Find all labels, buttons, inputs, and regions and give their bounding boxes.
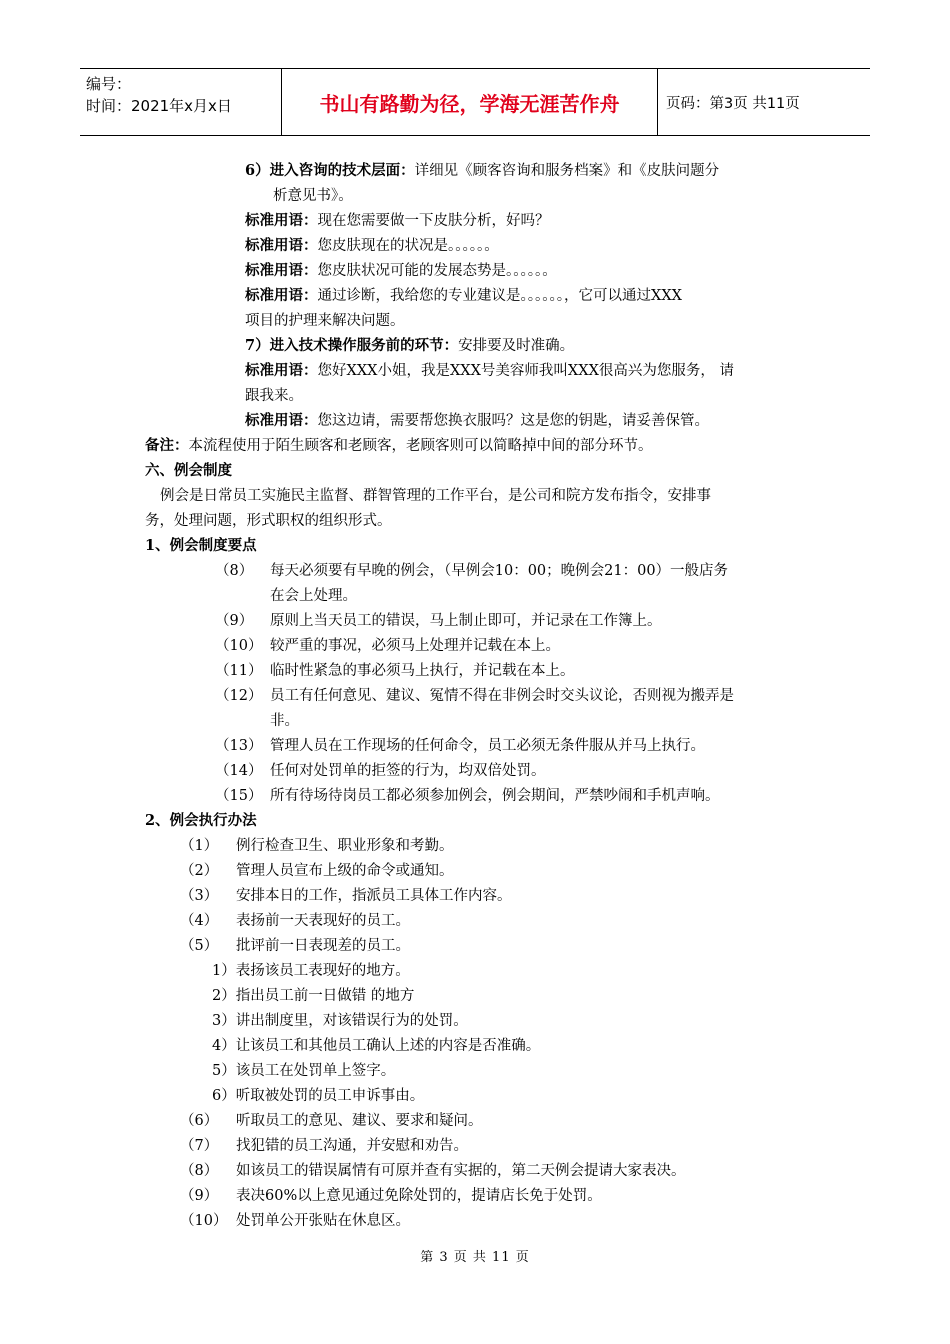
list-item-text: 较严重的事况，必须马上处理并记载在本上。 [270,638,560,654]
list-item-text: 临时性紧急的事必须马上执行，并记载在本上。 [270,663,575,679]
list-item [215,586,357,606]
list-item-text: 每天必须要有早晚的例会，（早例会10：00；晚例会21：00）一般店务 [270,563,729,579]
sub-list-item: 5）该员工在处罚单上签字。 [212,1063,396,1079]
list-item-text: 处罚单公开张贴在休息区。 [236,1213,410,1229]
list-item [180,936,410,956]
list-item [180,1161,686,1181]
list-item-number: （2） [180,863,219,879]
list-item [180,1186,602,1206]
list-item [215,786,720,806]
text-line: 跟我来。 [245,388,303,404]
list-item-number: （10） [180,1213,228,1229]
list-item-text: 任何对处罚单的拒签的行为，均双倍处罚。 [270,763,546,779]
list-item-text: 听取员工的意见、建议、要求和疑问。 [236,1113,483,1129]
list-item-text: 安排本日的工作，指派员工具体工作内容。 [236,888,512,904]
list-item-text: 原则上当天员工的错误，马上制止即可，并记录在工作簿上。 [270,613,662,629]
list-item-number: （4） [180,913,219,929]
header-motto: 书山有路勤为径，学海无涯苦作舟 [282,69,658,135]
text-line: 标准用语：现在您需要做一下皮肤分析，好吗？ [245,212,550,229]
list-item-number: （13） [215,738,263,754]
sub-list-item: 1）表扬该员工表现好的地方。 [212,963,410,979]
list-item [215,686,734,706]
list-item-number: （8） [215,563,254,579]
text-line: 标准用语：您皮肤现在的状况是。。。。。。 [245,237,499,254]
text-line: 标准用语：您好XXX小姐，我是XXX号美容师我叫XXX很高兴为您服务， 请 [245,362,735,379]
list-item [180,1211,410,1231]
list-item-text: 找犯错的员工沟通，并安慰和劝告。 [236,1138,468,1154]
header-page-info: 页码：第3页 共11页 [666,95,800,112]
list-item [215,761,546,781]
list-item-text: 员工有任何意见、建议、冤情不得在非例会时交头议论，否则视为搬弄是 [270,688,734,704]
list-item-number: （1） [180,838,219,854]
section-heading: 六、例会制度 [145,462,232,479]
list-item-number: （7） [180,1138,219,1154]
list-item-number: （9） [180,1188,219,1204]
page-header [80,68,870,136]
list-item-number: （5） [180,938,219,954]
list-item-number: （12） [215,688,263,704]
text-line: 7）进入技术操作服务前的环节：安排要及时准确。 [245,337,575,354]
text-line: 标准用语：通过诊断，我给您的专业建议是。。。。。。，它可以通过XXX [245,287,682,304]
text-line: 析意见书》。 [273,188,353,204]
list-item-number: （11） [215,663,263,679]
subsection-heading: 2、例会执行办法 [145,812,257,829]
text-line: 务，处理问题，形式职权的组织形式。 [145,513,392,529]
list-item [215,636,560,656]
list-item-text: 管理人员宣布上级的命令或通知。 [236,863,454,879]
list-item-number: （15） [215,788,263,804]
list-item [215,661,575,681]
page-footer: 第 3 页 共 11 页 [420,1250,530,1265]
text-line: 标准用语：您皮肤状况可能的发展态势是。。。。。。 [245,262,557,279]
list-item [215,711,299,731]
list-item [180,836,454,856]
list-item [180,886,512,906]
list-item-number: （10） [215,638,263,654]
list-item [180,1136,468,1156]
text-line: 项目的护理来解决问题。 [245,313,405,329]
list-item-number: （9） [215,613,254,629]
document-number-label: 编号： [86,75,132,93]
list-item-number: （6） [180,1113,219,1129]
sub-list-item: 4）让该员工和其他员工确认上述的内容是否准确。 [212,1038,541,1054]
list-item-text: 所有待场待岗员工都必须参加例会，例会期间，严禁吵闹和手机声响。 [270,788,720,804]
text-line: 例会是日常员工实施民主监督、群智管理的工作平台，是公司和院方发布指令，安排事 [160,488,711,504]
list-item-text: 批评前一日表现差的员工。 [236,938,410,954]
list-item-text: 管理人员在工作现场的任何命令，员工必须无条件服从并马上执行。 [270,738,705,754]
list-item-number: （14） [215,763,263,779]
sub-list-item: 2）指出员工前一日做错 的地方 [212,988,415,1004]
header-meta [80,69,282,135]
sub-list-item: 3）讲出制度里，对该错误行为的处罚。 [212,1013,468,1029]
list-item [180,1111,483,1131]
list-item-text: 如该员工的错误属情有可原并查有实据的，第二天例会提请大家表决。 [236,1163,686,1179]
list-item-number: （3） [180,888,219,904]
list-item [215,611,662,631]
list-item [215,736,705,756]
list-item-text: 表决60%以上意见通过免除处罚的，提请店长免于处罚。 [236,1188,602,1204]
sub-list-item: 6）听取被处罚的员工申诉事由。 [212,1088,425,1104]
note-line: 备注：本流程使用于陌生顾客和老顾客，老顾客则可以简略掉中间的部分环节。 [145,437,653,454]
list-item-text: 在会上处理。 [270,588,357,604]
text-line: 标准用语：您这边请，需要帮您换衣服吗？这是您的钥匙，请妥善保管。 [245,412,709,429]
text-line: 6）进入咨询的技术层面：详细见《顾客咨询和服务档案》和《皮肤问题分 [245,162,720,179]
list-item [180,911,410,931]
document-date: 时间：2021年x月x日 [86,97,232,115]
list-item-text: 非。 [270,713,299,729]
list-item [180,861,454,881]
list-item-text: 表扬前一天表现好的员工。 [236,913,410,929]
list-item-number: （8） [180,1163,219,1179]
subsection-heading: 1、例会制度要点 [145,537,257,554]
list-item-text: 例行检查卫生、职业形象和考勤。 [236,838,454,854]
list-item [215,561,728,581]
